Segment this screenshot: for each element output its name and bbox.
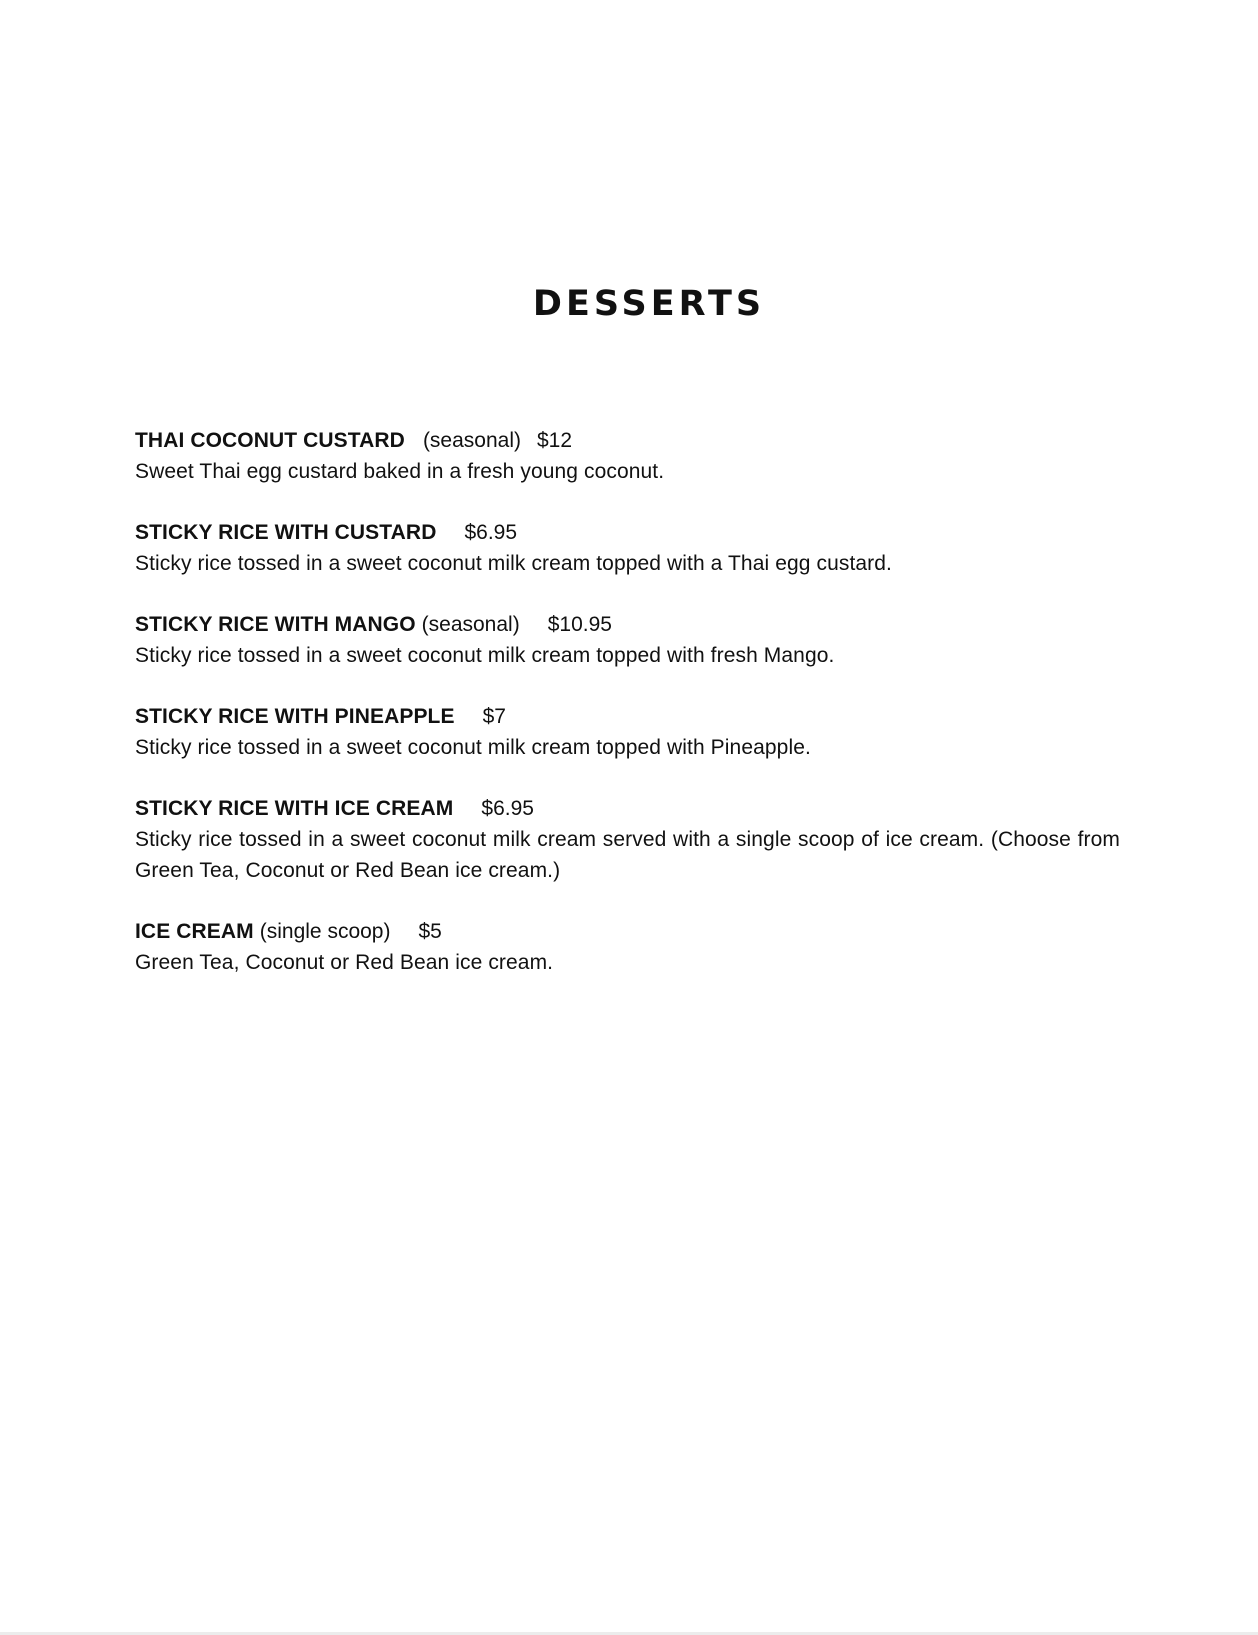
item-description: Sticky rice tossed in a sweet coconut milk cream topped with a Thai egg custard. bbox=[135, 552, 892, 575]
item-description: Sticky rice tossed in a sweet coconut milk cream served with a single scoop of ice cream. (Choose from Green Tea, Coconut or Red Bean ice cream.) bbox=[135, 828, 1120, 882]
menu-item bbox=[135, 701, 1120, 763]
menu-item-header bbox=[135, 916, 1120, 947]
item-note: (single scoop) bbox=[259, 920, 391, 943]
item-name: THAI COCONUT CUSTARD bbox=[135, 429, 405, 452]
page-title: DESSERTS bbox=[532, 284, 766, 324]
menu-item-header bbox=[135, 793, 1120, 824]
item-description: Sticky rice tossed in a sweet coconut milk cream topped with fresh Mango. bbox=[135, 644, 835, 667]
menu-item-header bbox=[135, 425, 1120, 456]
item-name: STICKY RICE WITH ICE CREAM bbox=[135, 797, 454, 820]
dessert-menu-list bbox=[135, 425, 1120, 1008]
menu-item bbox=[135, 517, 1120, 579]
menu-item bbox=[135, 916, 1120, 978]
item-price: $6.95 bbox=[481, 797, 534, 820]
menu-item-header bbox=[135, 701, 1120, 732]
item-price: $5 bbox=[418, 920, 442, 943]
item-description: Sticky rice tossed in a sweet coconut milk cream topped with Pineapple. bbox=[135, 736, 811, 759]
item-name: STICKY RICE WITH PINEAPPLE bbox=[135, 705, 455, 728]
item-name: ICE CREAM bbox=[135, 920, 254, 943]
item-description: Green Tea, Coconut or Red Bean ice cream. bbox=[135, 951, 554, 974]
item-price: $6.95 bbox=[464, 521, 518, 544]
menu-item bbox=[135, 793, 1120, 886]
item-price: $12 bbox=[537, 429, 573, 452]
item-description: Sweet Thai egg custard baked in a fresh young coconut. bbox=[135, 460, 665, 483]
item-price: $10.95 bbox=[547, 613, 612, 636]
item-name: STICKY RICE WITH CUSTARD bbox=[135, 521, 437, 544]
menu-item-header bbox=[135, 517, 1120, 548]
item-name: STICKY RICE WITH MANGO bbox=[135, 613, 416, 636]
item-note: (seasonal) bbox=[421, 613, 520, 636]
menu-item bbox=[135, 425, 1120, 487]
menu-item-header bbox=[135, 609, 1120, 640]
menu-item bbox=[135, 609, 1120, 671]
item-note: (seasonal) bbox=[422, 429, 521, 452]
item-price: $7 bbox=[482, 705, 506, 728]
